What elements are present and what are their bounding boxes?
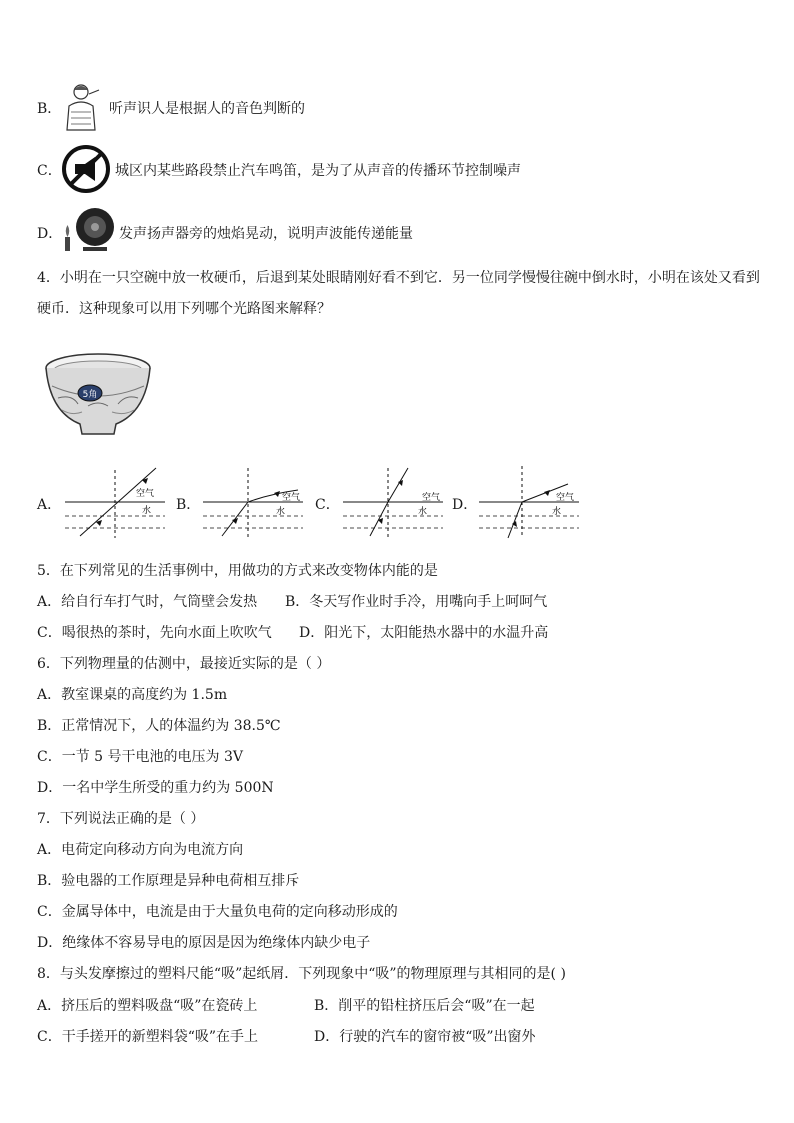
diagram-letter: A． bbox=[37, 497, 62, 513]
option-text: 听声识人是根据人的音色判断的 bbox=[109, 101, 305, 117]
q5-stem: 5．在下列常见的生活事例中，用做功的方式来改变物体内能的是 bbox=[37, 563, 438, 579]
q4-stem-line2: 硬币．这种现象可以用下列哪个光路图来解释？ bbox=[37, 301, 331, 317]
water-label: 水 bbox=[142, 506, 152, 516]
q4-stem-line1: 4．小明在一只空碗中放一枚硬币，后退到某处眼睛刚好看不到它．另一位同学慢慢往碗中倒水时，小明在该处又看到 bbox=[37, 270, 760, 286]
q8-stem: 8．与头发摩擦过的塑料尺能“吸”起纸屑．下列现象中“吸”的物理原理与其相同的是( ) bbox=[37, 966, 566, 982]
q5-option-d: D．阳光下，太阳能热水器中的水温升高 bbox=[299, 625, 549, 641]
coin-label: 5角 bbox=[82, 390, 98, 400]
q7-option: C．金属导体中，电流是由于大量负电荷的定向移动形成的 bbox=[37, 904, 398, 920]
q6-stem: 6．下列物理量的估测中，最接近实际的是（ ） bbox=[37, 656, 331, 672]
bowl-with-coin-image bbox=[42, 350, 154, 440]
q6-option: C．一节 5 号干电池的电压为 3V bbox=[37, 749, 243, 765]
diagram-letter: D． bbox=[452, 497, 478, 513]
option-letter: D． bbox=[37, 226, 63, 242]
air-label: 空气 bbox=[136, 489, 155, 499]
q8-option-c: C．干手搓开的新塑料袋“吸”在手上 bbox=[37, 1029, 259, 1045]
option-text: 城区内某些路段禁止汽车鸣笛，是为了从声音的传播环节控制噪声 bbox=[115, 163, 521, 179]
option-text: 发声扬声器旁的烛焰晃动，说明声波能传递能量 bbox=[119, 226, 413, 242]
q8-option-b: B．削平的铅柱挤压后会“吸”在一起 bbox=[314, 998, 535, 1014]
no-honking-sign-icon bbox=[61, 144, 111, 194]
air-label: 空气 bbox=[282, 493, 301, 503]
q6-option: B．正常情况下，人的体温约为 38.5℃ bbox=[37, 718, 281, 734]
q5-option-c: C．喝很热的茶时，先向水面上吹吹气 bbox=[37, 625, 272, 641]
air-label: 空气 bbox=[422, 493, 441, 503]
q7-stem: 7．下列说法正确的是（ ） bbox=[37, 811, 205, 827]
water-label: 水 bbox=[418, 507, 428, 517]
q6-option: D．一名中学生所受的重力约为 500N bbox=[37, 780, 274, 796]
water-label: 水 bbox=[552, 507, 562, 517]
q7-option: B．验电器的工作原理是异种电荷相互排斥 bbox=[37, 873, 300, 889]
person-listening-icon bbox=[61, 82, 105, 132]
q5-option-a: A．给自行车打气时，气筒壁会发热 bbox=[37, 594, 258, 610]
water-label: 水 bbox=[276, 507, 286, 517]
q6-option: A．教室课桌的高度约为 1.5m bbox=[37, 687, 228, 703]
q7-option: A．电荷定向移动方向为电流方向 bbox=[37, 842, 244, 858]
air-label: 空气 bbox=[556, 493, 575, 503]
light-path-diagram-d bbox=[474, 462, 584, 542]
diagram-letter: C． bbox=[315, 497, 340, 513]
speaker-candle-icon bbox=[61, 205, 121, 255]
diagram-letter: B． bbox=[176, 497, 201, 513]
q8-option-a: A．挤压后的塑料吸盘“吸”在瓷砖上 bbox=[37, 998, 258, 1014]
light-path-diagram-c bbox=[338, 462, 448, 542]
q8-option-d: D．行驶的汽车的窗帘被“吸”出窗外 bbox=[314, 1029, 536, 1045]
q5-option-b: B．冬天写作业时手冷，用嘴向手上呵呵气 bbox=[285, 594, 548, 610]
light-path-diagram-b bbox=[198, 462, 308, 542]
option-letter: C． bbox=[37, 163, 62, 179]
q7-option: D．绝缘体不容易导电的原因是因为绝缘体内缺少电子 bbox=[37, 935, 371, 951]
option-letter: B． bbox=[37, 101, 62, 117]
light-path-diagram-a bbox=[60, 462, 170, 542]
